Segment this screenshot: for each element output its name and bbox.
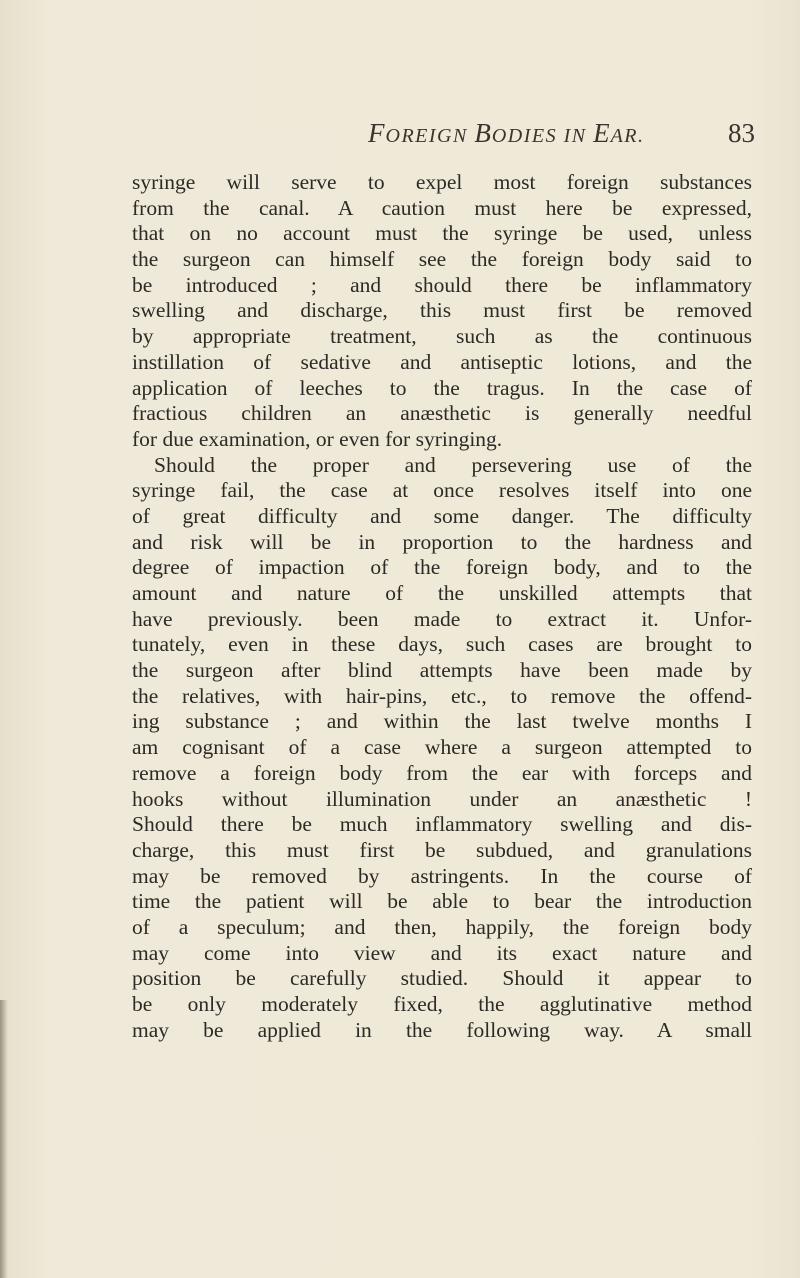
running-title-part: B (474, 118, 492, 148)
text-line: position be carefully studied. Should it appear to (132, 966, 752, 991)
body-text (132, 170, 752, 1043)
page-number: 83 (728, 118, 755, 148)
text-line: syringe will serve to expel most foreign substances (132, 170, 752, 194)
text-line: ing substance ; and within the last twelve months I (132, 709, 752, 734)
text-line: and risk will be in proportion to the hardness and (132, 529, 752, 554)
running-title-part: E (593, 118, 611, 148)
text-line: be only moderately fixed, the agglutinative method (132, 992, 752, 1016)
running-title-part: ODIES (491, 125, 564, 147)
text-line: remove a foreign body from the ear with forceps and (132, 760, 752, 785)
text-line: may be removed by astringents. In the course of (132, 863, 752, 888)
running-head (0, 118, 800, 158)
running-title-part: F (368, 118, 386, 148)
text-line: charge, this must first be subdued, and granulations (132, 837, 752, 862)
text-line: am cognisant of a case where a surgeon attempted to (132, 735, 752, 760)
text-line: have previously. been made to extract it. Unfor- (132, 606, 752, 631)
running-title-part: OREIGN (385, 125, 475, 147)
text-line: from the canal. A caution must here be expressed, (132, 195, 752, 220)
text-line: instillation of sedative and antiseptic lotions, and the (132, 349, 752, 374)
text-line: be introduced ; and should there be inflammatory (132, 272, 752, 297)
text-line: the surgeon after blind attempts have been made by (132, 658, 752, 683)
running-title-part: AR. (610, 125, 645, 147)
text-line: that on no account must the syringe be used, unless (132, 221, 752, 246)
text-line: the relatives, with hair-pins, etc., to remove the offend- (132, 683, 752, 708)
binding-shadow (0, 1000, 8, 1278)
text-line: fractious children an anæsthetic is generally needful (132, 401, 752, 426)
text-line: hooks without illumination under an anæsthetic ! (132, 786, 752, 811)
text-line: syringe fail, the case at once resolves itself into one (132, 478, 752, 503)
text-line: time the patient will be able to bear the introduction (132, 889, 752, 914)
text-line: swelling and discharge, this must first be removed (132, 298, 752, 323)
running-title (368, 118, 645, 149)
text-line: of a speculum; and then, happily, the foreign body (132, 914, 752, 939)
running-title-part: IN (563, 125, 594, 147)
text-line: for due examination, or even for syringing. (132, 426, 503, 451)
text-line: Should the proper and persevering use of the (154, 452, 752, 477)
text-line: application of leeches to the tragus. In the case of (132, 375, 752, 400)
text-line: amount and nature of the unskilled attempts that (132, 581, 752, 605)
text-line: degree of impaction of the foreign body, and to the (132, 555, 752, 580)
text-line: by appropriate treatment, such as the continuous (132, 324, 752, 349)
text-line: Should there be much inflammatory swelling and dis- (132, 812, 752, 837)
text-line: tunately, even in these days, such cases are brought to (132, 632, 752, 657)
text-line: may come into view and its exact nature and (132, 940, 752, 965)
text-line: the surgeon can himself see the foreign body said to (132, 247, 752, 272)
text-line: may be applied in the following way. A small (132, 1017, 752, 1042)
text-line: of great difficulty and some danger. The difficulty (132, 503, 752, 528)
